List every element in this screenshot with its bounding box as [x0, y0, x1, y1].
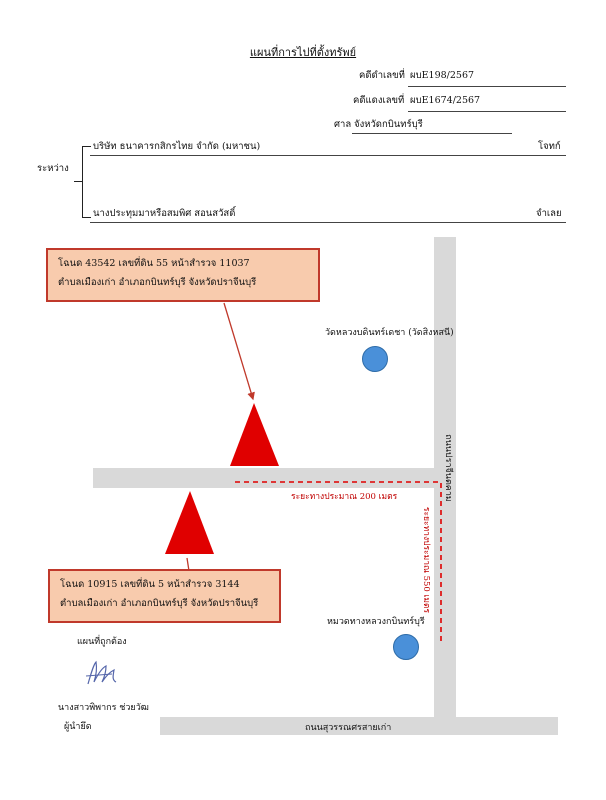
signer-role: ผู้นำยึด: [64, 722, 92, 732]
signer-name: นางสาวพิพากร ช่วยวัฒ: [58, 703, 149, 713]
callout-1-arrow: [224, 303, 253, 399]
deed-2-line2: ตำบลเมืองเก่า อำเภอกบินทร์บุรี จังหวัดปราจีนบุรี: [60, 598, 259, 609]
page-title: แผนที่การไปที่ตั้งทรัพย์: [249, 46, 357, 59]
vertical-road-label: ถนนปราจีนตคาม: [443, 434, 453, 502]
deed-2-callout: [48, 569, 281, 623]
highway-office-icon: [393, 634, 419, 660]
court-label: ศาล: [334, 119, 352, 130]
bottom-road-label: ถนนสุวรรณศรสายเก่า: [305, 723, 392, 733]
temple-icon: [362, 346, 388, 372]
red-case-label: คดีแดงเลขที่: [353, 95, 405, 106]
defendant-role: จำเลย: [536, 208, 562, 219]
distance-horizontal-label: ระยะทางประมาณ 200 เมตร: [291, 492, 398, 502]
plaintiff-name: บริษัท ธนาคารกสิกรไทย จำกัด (มหาชน): [93, 141, 261, 152]
deed-1-callout: [46, 248, 320, 302]
black-case-number: ผบE198/2567: [410, 70, 475, 81]
plaintiff-role: โจทก์: [538, 141, 561, 152]
distance-vertical-label: ระยะทางประมาณ 550 เมตร: [421, 506, 431, 614]
black-case-label: คดีดำเลขที่: [359, 70, 405, 81]
highway-office-label: หมวดทางหลวงกบินทร์บุรี: [327, 617, 425, 627]
defendant-name: นางประทุมมาหรือสมพิศ สอนสวัสดิ์: [93, 208, 236, 219]
property-1-marker-icon: [230, 403, 279, 466]
signature-image: [82, 658, 122, 690]
court-name: จังหวัดกบินทร์บุรี: [354, 119, 423, 130]
deed-1-line2: ตำบลเมืองเก่า อำเภอกบินทร์บุรี จังหวัดปราจีนบุรี: [58, 277, 257, 288]
deed-2-line1: โฉนด 10915 เลขที่ดิน 5 หน้าสำรวจ 3144: [60, 579, 240, 590]
property-2-marker-icon: [165, 491, 214, 554]
red-case-number: ผบE1674/2567: [410, 95, 481, 106]
between-label: ระหว่าง: [37, 163, 69, 174]
signature-caption: แผนที่ถูกต้อง: [77, 637, 127, 647]
deed-1-line1: โฉนด 43542 เลขที่ดิน 55 หน้าสำรวจ 11037: [58, 258, 250, 269]
temple-label: วัดหลวงบดินทร์เดชา (วัดสิงหสนี): [325, 328, 454, 338]
